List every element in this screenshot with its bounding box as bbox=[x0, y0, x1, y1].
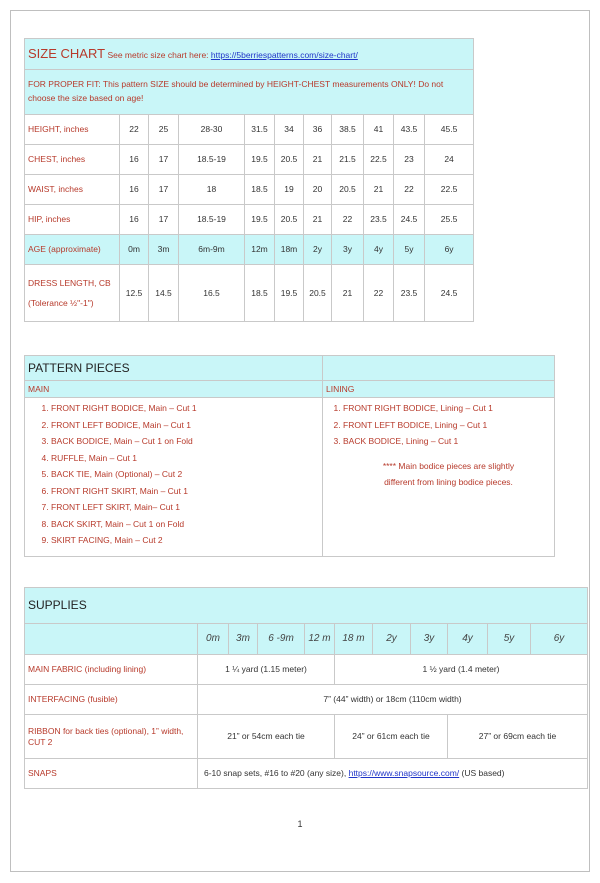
page-number: 1 bbox=[297, 819, 303, 829]
list-item: 4. RUFFLE, Main – Cut 1 bbox=[51, 450, 316, 467]
cell: 18 bbox=[179, 175, 245, 205]
cell: 18.5-19 bbox=[179, 145, 245, 175]
age-cell: 3y bbox=[411, 624, 448, 655]
list-item: 9. SKIRT FACING, Main – Cut 2 bbox=[51, 532, 316, 549]
cell: 21 bbox=[364, 175, 394, 205]
cell: 27” or 69cm each tie bbox=[448, 715, 588, 759]
list-item: 1. FRONT RIGHT BODICE, Lining – Cut 1 bbox=[343, 400, 548, 417]
row-label bbox=[25, 265, 120, 322]
cell: 23 bbox=[394, 145, 425, 175]
cell: 24.5 bbox=[394, 205, 425, 235]
cell: 12.5 bbox=[120, 265, 149, 322]
row-label: HIP, inches bbox=[25, 205, 120, 235]
cell: 20 bbox=[304, 175, 332, 205]
cell: 20.5 bbox=[275, 205, 304, 235]
supplies-table bbox=[24, 587, 588, 789]
cell: 2y bbox=[304, 235, 332, 265]
size-chart-header bbox=[25, 39, 474, 70]
cell: 31.5 bbox=[245, 115, 275, 145]
cell: 20.5 bbox=[332, 175, 364, 205]
cell: 5y bbox=[394, 235, 425, 265]
cell: 3y bbox=[332, 235, 364, 265]
cell: 1 ¼ yard (1.15 meter) bbox=[198, 655, 335, 685]
cell: 21” or 54cm each tie bbox=[198, 715, 335, 759]
lining-pieces-list bbox=[329, 400, 548, 450]
row-label: CHEST, inches bbox=[25, 145, 120, 175]
main-fabric-row bbox=[25, 655, 588, 685]
row-label: WAIST, inches bbox=[25, 175, 120, 205]
main-label: MAIN bbox=[25, 381, 323, 398]
row-label: INTERFACING (fusible) bbox=[25, 685, 198, 715]
snaps-text: 6-10 snap sets, #16 to #20 (any size), bbox=[204, 768, 349, 779]
lining-pieces-cell bbox=[323, 398, 555, 557]
row-label: AGE (approximate) bbox=[25, 235, 120, 265]
cell: 20.5 bbox=[275, 145, 304, 175]
cell: 19.5 bbox=[275, 265, 304, 322]
snapsource-link[interactable]: https://www.snapsource.com/ bbox=[348, 768, 460, 779]
cell: 22 bbox=[120, 115, 149, 145]
fit-note: FOR PROPER FIT: This pattern SIZE should be determined by HEIGHT-CHEST measurements ONLY! Do not choose the size based on age! bbox=[25, 70, 474, 115]
age-cell: 5y bbox=[488, 624, 531, 655]
age-cell: 6y bbox=[531, 624, 588, 655]
cell: 17 bbox=[149, 175, 179, 205]
cell: 24.5 bbox=[425, 265, 474, 322]
cell: 17 bbox=[149, 205, 179, 235]
age-cell: 2y bbox=[373, 624, 411, 655]
page bbox=[10, 10, 590, 872]
lining-note-line-2: different from lining bodice pieces. bbox=[384, 477, 513, 487]
dress-length-label: DRESS LENGTH, CB bbox=[28, 277, 111, 288]
cell: 19.5 bbox=[245, 205, 275, 235]
cell: 23.5 bbox=[364, 205, 394, 235]
size-chart-intro: See metric size chart here: bbox=[107, 49, 211, 60]
cell: 18.5-19 bbox=[179, 205, 245, 235]
cell: 16 bbox=[120, 145, 149, 175]
cell: 22.5 bbox=[364, 145, 394, 175]
cell: 34 bbox=[275, 115, 304, 145]
cell: 24 bbox=[425, 145, 474, 175]
age-cell: 18 m bbox=[335, 624, 373, 655]
cell: 0m bbox=[120, 235, 149, 265]
height-row bbox=[25, 115, 474, 145]
cell: 6m-9m bbox=[179, 235, 245, 265]
cell: 25.5 bbox=[425, 205, 474, 235]
cell: 21 bbox=[304, 205, 332, 235]
cell: 16 bbox=[120, 205, 149, 235]
snaps-row bbox=[25, 759, 588, 789]
size-chart-table bbox=[24, 38, 474, 322]
list-item: 3. BACK BODICE, Main – Cut 1 on Fold bbox=[51, 433, 316, 450]
supplies-header bbox=[25, 588, 588, 624]
cell: 19.5 bbox=[245, 145, 275, 175]
cell: 28-30 bbox=[179, 115, 245, 145]
lining-label: LINING bbox=[323, 381, 555, 398]
cell: 22 bbox=[332, 205, 364, 235]
cell: 7” (44” width) or 18cm (110cm width) bbox=[198, 685, 588, 715]
cell: 18.5 bbox=[245, 265, 275, 322]
row-label: RIBBON for back ties (optional), 1” width, CUT 2 bbox=[25, 715, 198, 759]
row-label: MAIN FABRIC (including lining) bbox=[25, 655, 198, 685]
supplies-title: SUPPLIES bbox=[28, 598, 87, 612]
cell: 22 bbox=[394, 175, 425, 205]
row-label: SNAPS bbox=[25, 759, 198, 789]
cell: 45.5 bbox=[425, 115, 474, 145]
cell: 21 bbox=[304, 145, 332, 175]
snaps-suffix: (US based) bbox=[459, 768, 505, 779]
waist-row bbox=[25, 175, 474, 205]
cell: 25 bbox=[149, 115, 179, 145]
cell: 43.5 bbox=[394, 115, 425, 145]
supplies-age-row bbox=[25, 624, 588, 655]
age-cell: 12 m bbox=[305, 624, 335, 655]
age-row bbox=[25, 235, 474, 265]
dress-length-row bbox=[25, 265, 474, 322]
main-pieces-cell bbox=[25, 398, 323, 557]
pattern-pieces-header bbox=[25, 356, 323, 381]
snaps-cell bbox=[198, 759, 588, 789]
cell: 12m bbox=[245, 235, 275, 265]
list-item: 6. FRONT RIGHT SKIRT, Main – Cut 1 bbox=[51, 483, 316, 500]
lining-note-line-1: **** Main bodice pieces are slightly bbox=[382, 460, 515, 471]
cell: 24” or 61cm each tie bbox=[335, 715, 448, 759]
interfacing-row bbox=[25, 685, 588, 715]
list-item: 5. BACK TIE, Main (Optional) – Cut 2 bbox=[51, 466, 316, 483]
list-item: 7. FRONT LEFT SKIRT, Main– Cut 1 bbox=[51, 499, 316, 516]
age-cell: 4y bbox=[448, 624, 488, 655]
cell: 6y bbox=[425, 235, 474, 265]
hip-row bbox=[25, 205, 474, 235]
cell: 19 bbox=[275, 175, 304, 205]
cell: 17 bbox=[149, 145, 179, 175]
cell: 18m bbox=[275, 235, 304, 265]
main-pieces-list bbox=[31, 400, 316, 549]
list-item: 1. FRONT RIGHT BODICE, Main – Cut 1 bbox=[51, 400, 316, 417]
cell: 23.5 bbox=[394, 265, 425, 322]
cell: 22 bbox=[364, 265, 394, 322]
pattern-pieces-header-blank bbox=[323, 356, 555, 381]
age-cell: 3m bbox=[229, 624, 258, 655]
list-item: 2. FRONT LEFT BODICE, Lining – Cut 1 bbox=[343, 417, 548, 434]
ribbon-row bbox=[25, 715, 588, 759]
cell: 14.5 bbox=[149, 265, 179, 322]
list-item: 3. BACK BODICE, Lining – Cut 1 bbox=[343, 433, 548, 450]
cell: 1 ½ yard (1.4 meter) bbox=[335, 655, 588, 685]
list-item: 2. FRONT LEFT BODICE, Main – Cut 1 bbox=[51, 417, 316, 434]
pattern-pieces-table bbox=[24, 355, 555, 557]
tolerance-label: (Tolerance ½"-1") bbox=[28, 298, 94, 308]
cell: 21 bbox=[332, 265, 364, 322]
age-row-blank bbox=[25, 624, 198, 655]
list-item: 8. BACK SKIRT, Main – Cut 1 on Fold bbox=[51, 516, 316, 533]
age-cell: 6 -9m bbox=[258, 624, 305, 655]
cell: 3m bbox=[149, 235, 179, 265]
pattern-pieces-title: PATTERN PIECES bbox=[28, 360, 130, 375]
size-chart-title: SIZE CHART bbox=[28, 45, 106, 61]
cell: 16.5 bbox=[179, 265, 245, 322]
cell: 16 bbox=[120, 175, 149, 205]
cell: 36 bbox=[304, 115, 332, 145]
chest-row bbox=[25, 145, 474, 175]
age-cell: 0m bbox=[198, 624, 229, 655]
cell: 21.5 bbox=[332, 145, 364, 175]
cell: 18.5 bbox=[245, 175, 275, 205]
lining-note bbox=[329, 458, 548, 491]
row-label: HEIGHT, inches bbox=[25, 115, 120, 145]
cell: 4y bbox=[364, 235, 394, 265]
cell: 22.5 bbox=[425, 175, 474, 205]
cell: 38.5 bbox=[332, 115, 364, 145]
cell: 41 bbox=[364, 115, 394, 145]
size-chart-link[interactable]: https://5berriespatterns.com/size-chart/ bbox=[210, 49, 358, 60]
cell: 20.5 bbox=[304, 265, 332, 322]
